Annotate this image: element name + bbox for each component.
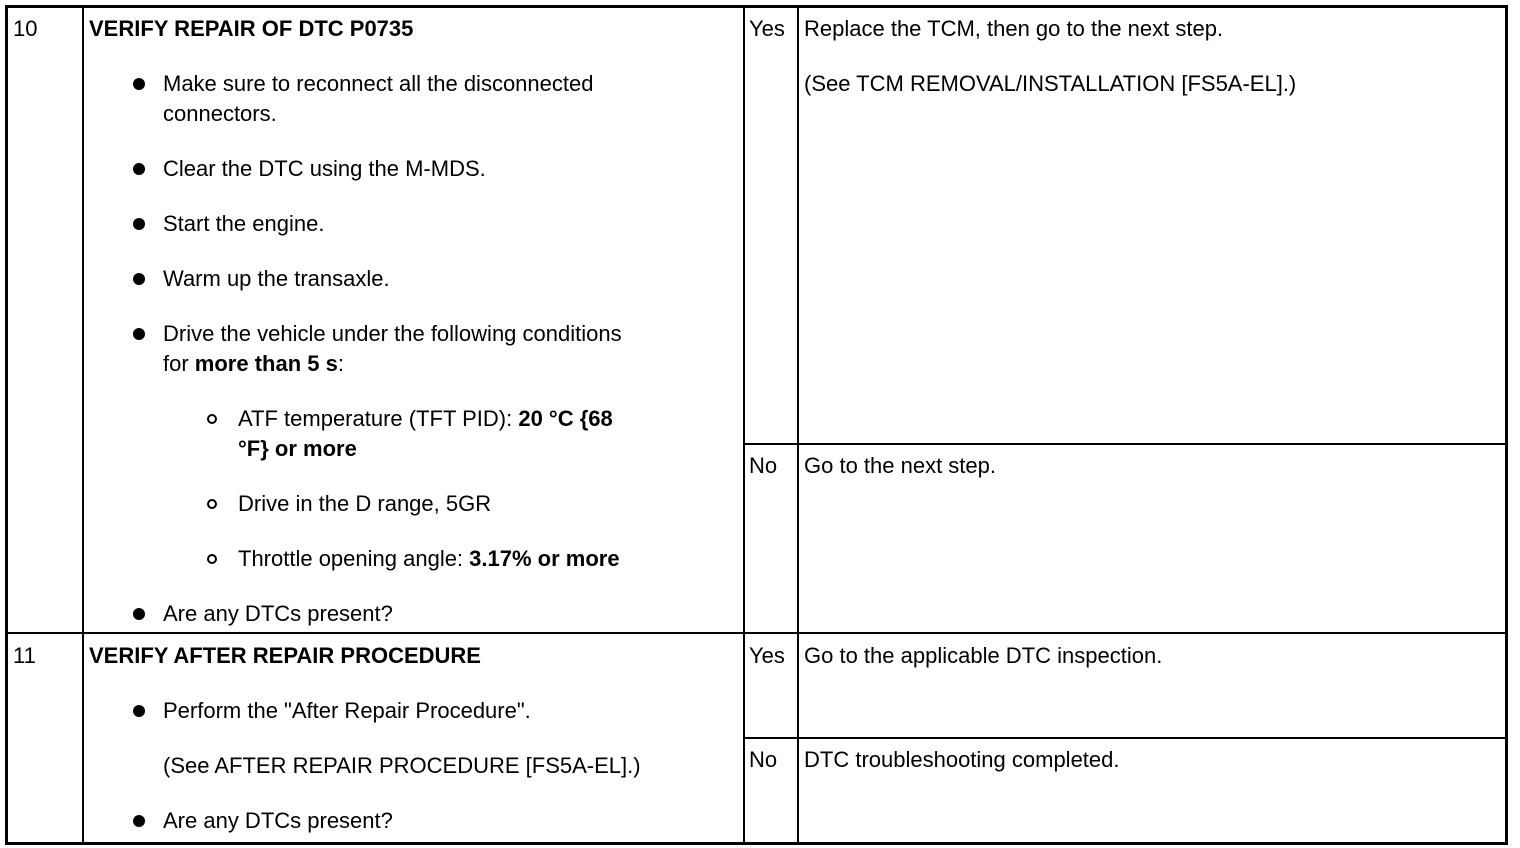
bullet-icon [133,815,145,827]
result-action: Go to the next step. [804,453,997,478]
condition-label: Throttle opening angle: [238,546,470,571]
column-divider [743,8,745,842]
circle-bullet-icon [207,499,217,509]
bullet-text [163,349,344,379]
bullet-text: Are any DTCs present? [163,601,393,626]
result-answer-no: No [749,747,778,772]
result-divider [743,443,1505,445]
step-number: 10 [13,16,38,41]
row-divider [8,632,1505,634]
circle-bullet-icon [207,554,217,564]
bullet-icon [133,218,145,230]
bullet-text: Start the engine. [163,211,325,236]
circle-bullet-icon [207,414,217,424]
bullet-icon [133,608,145,620]
result-action: Go to the applicable DTC inspection. [804,643,1163,668]
bullet-text: Are any DTCs present? [163,808,393,833]
bullet-icon [133,705,145,717]
bullet-icon [133,78,145,90]
bullet-text-prefix: for [163,351,195,376]
bullet-text: connectors. [163,101,277,126]
bullet-text: Drive the vehicle under the following conditions [163,321,622,346]
result-answer-no: No [749,453,778,478]
step-title: VERIFY AFTER REPAIR PROCEDURE [89,643,481,668]
condition-text [238,404,613,434]
duration-value: more than 5 s [194,351,338,376]
result-action: Replace the TCM, then go to the next step. [804,16,1224,41]
bullet-text: Clear the DTC using the M-MDS. [163,156,486,181]
result-answer-yes: Yes [749,16,785,41]
column-divider [82,8,84,842]
condition-text [238,544,620,574]
condition-label: ATF temperature (TFT PID): [238,406,519,431]
result-answer-yes: Yes [749,643,785,668]
bullet-text: Warm up the transaxle. [163,266,390,291]
bullet-text-suffix: : [337,351,344,376]
result-divider [743,737,1505,739]
condition-value: 20 °C {68 [518,406,613,431]
result-reference: (See TCM REMOVAL/INSTALLATION [FS5A-EL].) [804,71,1297,96]
bullet-icon [133,328,145,340]
step-number: 11 [13,643,36,668]
bullet-reference: (See AFTER REPAIR PROCEDURE [FS5A-EL].) [163,753,641,778]
condition-text: Drive in the D range, 5GR [238,491,492,516]
result-action: DTC troubleshooting completed. [804,747,1120,772]
bullet-icon [133,163,145,175]
step-title: VERIFY REPAIR OF DTC P0735 [89,16,414,41]
condition-value: 3.17% or more [469,546,620,571]
condition-value: °F} or more [238,436,357,461]
bullet-icon [133,273,145,285]
bullet-text: Perform the "After Repair Procedure". [163,698,531,723]
column-divider [797,8,799,842]
bullet-text: Make sure to reconnect all the disconnected [163,71,594,96]
